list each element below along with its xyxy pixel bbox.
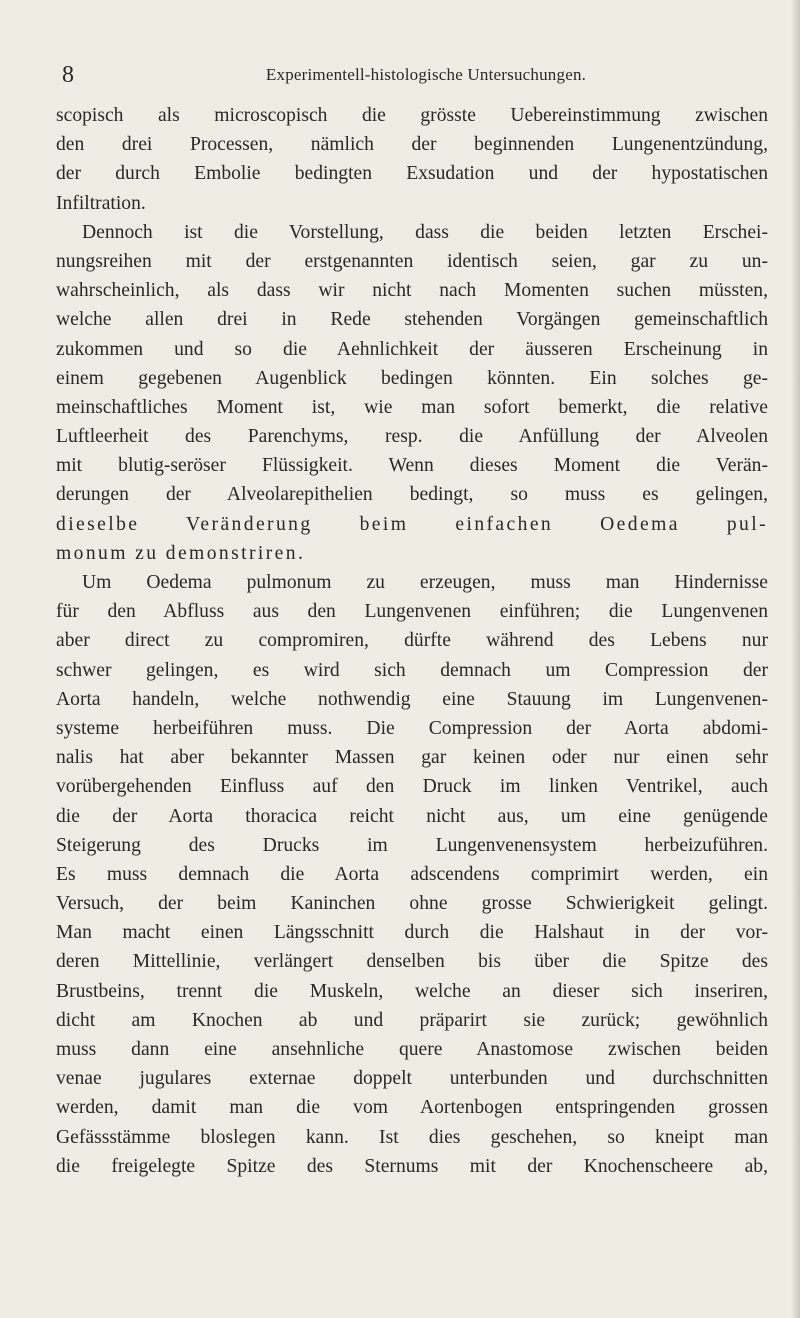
text-line: Infiltration. bbox=[56, 192, 146, 214]
text-line: Es muss demnach die Aorta adscendens comprimirt werden, ein bbox=[56, 863, 768, 885]
running-title: Experimentell-histologische Untersuchungen. bbox=[265, 65, 587, 84]
text-line: monum zu demonstriren. bbox=[56, 542, 306, 564]
text-line: meinschaftliches Moment ist, wie man sofort bemerkt, die relative bbox=[56, 396, 768, 418]
text-line: zukommen und so die Aehnlichkeit der äusseren Erscheinung in bbox=[56, 338, 768, 360]
text-line: venae jugulares externae doppelt unterbunden und durchschnitten bbox=[56, 1068, 768, 1090]
page-header bbox=[62, 60, 760, 90]
text-line: derungen der Alveolarepithelien bedingt, so muss es gelingen, bbox=[56, 484, 768, 506]
text-line: einem gegebenen Augenblick bedingen könnten. Ein solches ge- bbox=[56, 367, 768, 389]
text-line: nalis hat aber bekannter Massen gar keinen oder nur einen sehr bbox=[56, 747, 768, 769]
text-line: Luftleerheit des Parenchyms, resp. die Anfüllung der Alveolen bbox=[56, 426, 768, 448]
text-line: Aorta handeln, welche nothwendig eine Stauung im Lungenvenen- bbox=[56, 688, 768, 710]
text-line: der durch Embolie bedingten Exsudation und der hypostatischen bbox=[56, 163, 768, 185]
text-line: aber direct zu compromiren, dürfte während des Lebens nur bbox=[56, 630, 768, 652]
text-line: welche allen drei in Rede stehenden Vorgängen gemeinschaftlich bbox=[56, 309, 768, 331]
text-line: vorübergehenden Einfluss auf den Druck im linken Ventrikel, auch bbox=[56, 776, 768, 798]
text-line: Versuch, der beim Kaninchen ohne grosse Schwierigkeit gelingt. bbox=[56, 893, 768, 915]
text-line: dicht am Knochen ab und präparirt sie zurück; gewöhnlich bbox=[56, 1009, 768, 1031]
text-line: dieselbe Veränderung beim einfachen Oedema pul- bbox=[56, 513, 768, 535]
text-line: scopisch als microscopisch die grösste Uebereinstimmung zwischen bbox=[56, 105, 768, 126]
text-line: Um Oedema pulmonum zu erzeugen, muss man Hindernisse bbox=[82, 572, 768, 593]
text-line: für den Abfluss aus den Lungenvenen einführen; die Lungenvenen bbox=[56, 601, 768, 623]
text-line: muss dann eine ansehnliche quere Anastomose zwischen beiden bbox=[56, 1039, 768, 1060]
text-line: deren Mittellinie, verlängert denselben bis über die Spitze des bbox=[56, 951, 768, 973]
text-line: Brustbeins, trennt die Muskeln, welche an dieser sich inseriren, bbox=[56, 980, 768, 1002]
text-line: systeme herbeiführen muss. Die Compression der Aorta abdomi- bbox=[56, 717, 768, 739]
text-line: die der Aorta thoracica reicht nicht aus, um eine genügende bbox=[56, 805, 768, 827]
page-number: 8 bbox=[62, 62, 74, 88]
text-line: werden, damit man die vom Aortenbogen entspringenden grossen bbox=[56, 1097, 768, 1119]
text-line: nungsreihen mit der erstgenannten identisch seien, gar zu un- bbox=[56, 250, 768, 272]
page-edge-shadow bbox=[791, 0, 800, 1318]
text-line: wahrscheinlich, als dass wir nicht nach Momenten suchen müssten, bbox=[56, 280, 768, 302]
text-line: mit blutig-seröser Flüssigkeit. Wenn dieses Moment die Verän- bbox=[56, 455, 768, 477]
text-line: Gefässstämme bloslegen kann. Ist dies geschehen, so kneipt man bbox=[56, 1126, 768, 1148]
text-line: schwer gelingen, es wird sich demnach um Compression der bbox=[56, 659, 768, 681]
text-line: Steigerung des Drucks im Lungenvenensystem herbeizuführen. bbox=[56, 834, 768, 856]
text-line: den drei Processen, nämlich der beginnenden Lungenentzündung, bbox=[56, 134, 768, 156]
text-line: Man macht einen Längsschnitt durch die Halshaut in der vor- bbox=[56, 922, 768, 944]
text-line: die freigelegte Spitze des Sternums mit der Knochenscheere ab, bbox=[56, 1155, 768, 1177]
body-text bbox=[56, 101, 768, 1181]
text-line: Dennoch ist die Vorstellung, dass die beiden letzten Erschei- bbox=[82, 221, 768, 243]
